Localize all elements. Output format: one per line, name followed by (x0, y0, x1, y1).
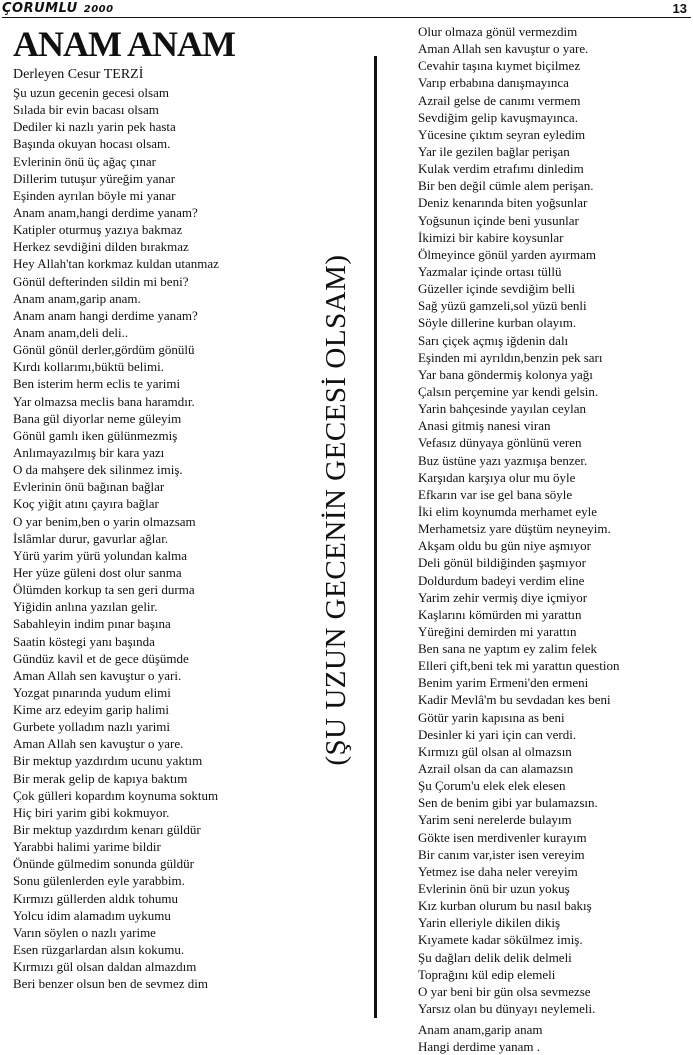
poem-line: Aman Allah sen kavuştur o yare. (13, 736, 184, 752)
poem-line: Varıp erbabına danışmayınca (418, 75, 569, 91)
poem-line: Varın söylen o nazlı yarime (13, 924, 156, 940)
poem-line: Yarim zehir vermiş diye içmiyor (418, 589, 588, 605)
poem-line: Gurbete yolladım nazlı yarimi (13, 719, 171, 735)
poem-line: Sarı çiçek açmış iğdenin dalı (418, 332, 569, 348)
poem-line: Yetmez ise daha neler vereyim (418, 863, 578, 879)
poem-line: Evlerinin önü bir uzun yokuş (418, 881, 570, 897)
poem-line: Ben isterim herm eclis te yarimi (13, 376, 181, 392)
poem-line: Benim yarim Ermeni'den ermeni (418, 675, 589, 691)
poem-line: Koç yiğit atını çayıra bağlar (13, 496, 159, 512)
poem-line: Yazmalar içinde ortası tüllü (418, 263, 562, 279)
poem-line: Sağ yüzü gamzeli,sol yüzü benli (418, 298, 587, 314)
page-number: 13 (672, 1, 687, 16)
poem-line: İki elim koynumda merhamet eyle (418, 503, 598, 519)
poem-line: Beri benzer olsun ben de sevmez dim (13, 976, 208, 992)
poem-line: Kıyamete kadar sökülmez imiş. (418, 932, 583, 948)
poem-right-column (418, 23, 619, 1055)
poem-line: Yozgat pınarında yudum elimi (13, 684, 171, 700)
poem-line: Sılada bir evin bacası olsam (13, 102, 159, 118)
poem-line: Vefasız dünyaya gönlünü veren (418, 435, 582, 451)
poem-line: Azrail olsan da can alamazsın (418, 761, 574, 777)
poem-line: Anam anam,hangi derdime yanam? (13, 204, 198, 220)
poem-line: Anlımayazılmış bir kara yazı (13, 444, 165, 460)
header-rule (2, 17, 691, 18)
poem-line: Merhametsiz yare düştüm neyneyim. (418, 521, 611, 537)
poem-line: Desinler ki yari için can verdi. (418, 726, 577, 742)
column-divider (374, 56, 377, 1018)
poem-line: Sevdiğim gelip kavuşmayınca. (418, 109, 578, 125)
poem-line: Yar ile gezilen bağlar perişan (418, 143, 570, 159)
poem-line: Şu uzun gecenin gecesi olsam (13, 85, 169, 100)
poem-line: Ölmeyince gönül yarden ayırmam (418, 246, 596, 262)
poem-line: Yolcu idim alamadım uykumu (13, 907, 171, 923)
poem-line: Yarsız olan bu dünyayı neylemeli. (418, 1001, 596, 1017)
poem-line: Evlerinin önü bağınan bağlar (13, 479, 165, 495)
poem-line: Kırdı kollarımı,büktü belimi. (13, 359, 164, 375)
poem-line: Bana gül diyorlar neme güleyim (13, 410, 182, 426)
poem-left-column (13, 84, 219, 992)
poem-line: Yar bana göndermiş kolonya yağı (418, 366, 593, 382)
poem-line: Yücesine çıktım seyran eyledim (418, 126, 586, 142)
poem-line: Önünde gülmedim sonunda güldür (13, 856, 194, 872)
poem-line: Kime arz edeyim garip halimi (13, 702, 169, 718)
poem-line: Söyle dillerine kurban olayım. (418, 315, 577, 331)
poem-line: Çalsın perçemine yar kendi gelsin. (418, 383, 599, 399)
publication-year: 2000 (83, 4, 114, 15)
poem-line: O da mahşere dek silinmez imiş. (13, 462, 183, 478)
poem-line: Kadir Mevlâ'm bu sevdadan kes beni (418, 692, 611, 708)
poem-line: Dillerim tutuşur yüreğim yanar (13, 170, 176, 186)
poem-line: Başında okuyan hocası olsam. (13, 136, 171, 152)
poem-line: Güzeller içinde sevdiğim belli (418, 281, 576, 297)
poem-line: İkimizi bir kabire koysunlar (418, 229, 564, 245)
poem-author: Derleyen Cesur TERZİ (13, 67, 144, 82)
poem-line: Buz üstüne yazı yazmışa benzer. (418, 452, 588, 468)
poem-line: Evlerinin önü üç ağaç çınar (13, 153, 156, 169)
poem-line: Deli gönül bildiğinden şaşmıyor (418, 555, 586, 571)
poem-line: Yürü yarim yürü yolundan kalma (13, 547, 188, 563)
poem-line: Anasi gitmiş nanesi viran (418, 418, 551, 434)
vertical-side-title: (ŞU UZUN GECENİN GECESİ OLSAM) (320, 254, 352, 766)
poem-line: Ölümden korkup ta sen geri durma (13, 582, 195, 598)
poem-line: Aman Allah sen kavuştur o yare. (418, 41, 589, 57)
poem-title: ANAM ANAM (13, 24, 235, 64)
poem-line: Kırmızı gül olsan al olmazsın (418, 743, 572, 759)
publication-logo (2, 1, 114, 16)
poem-line: Sonu gülenlerden eyle yarabbim. (13, 873, 185, 889)
poem-line: Anam anam,garip anam (418, 1022, 543, 1038)
poem-line: Götür yarin kapısına as beni (418, 709, 565, 725)
poem-line: Yarabbi halimi yarime bildir (13, 839, 161, 855)
poem-line: Bir mektup yazdırdım ucunu yaktım (13, 753, 203, 769)
poem-line: Elleri çift,beni tek mi yarattın question (418, 658, 620, 674)
poem-line: Şu dağları delik delik delmeli (418, 949, 572, 965)
poem-line: O yar beni bir gün olsa sevmezse (418, 983, 591, 999)
poem-line: Anam anam hangi derdime yanam? (13, 307, 198, 323)
poem-line: Cevahir taşına kıymet biçilmez (418, 58, 581, 74)
poem-line: Eşinden ayrılan böyle mi yanar (13, 187, 176, 203)
poem-line: Doldurdum badeyi verdim eline (418, 572, 585, 588)
poem-line: İslâmlar durur, gavurlar ağlar. (13, 530, 169, 546)
poem-line: Kaşlarını kömürden mi yarattın (418, 606, 582, 622)
poem-line: Katipler oturmuş yazıya bakmaz (13, 222, 183, 238)
poem-line: Şu Çorum'u elek elek elesen (418, 778, 566, 794)
poem-line: Anam anam,deli deli.. (13, 324, 129, 340)
poem-line: Esen rüzgarlardan alsın kokumu. (13, 942, 185, 958)
poem-line: Kırmızı güllerden aldık tohumu (13, 890, 178, 906)
poem-line: Bir ben değil cümle alem perişan. (418, 178, 594, 194)
publication-name: ÇORUMLU (2, 1, 78, 16)
poem-line: Hiç biri yarim gibi kokmuyor. (13, 804, 170, 820)
poem-line: Gündüz kavil et de gece düşümde (13, 650, 189, 666)
poem-line: Deniz kenarında biten yoğsunlar (418, 195, 588, 211)
poem-line: Dediler ki nazlı yarin pek hasta (13, 119, 176, 135)
poem-line: Anam anam,garip anam. (13, 290, 141, 306)
poem-line: Akşam oldu bu gün niye aşmıyor (418, 538, 591, 554)
poem-line: Azrail gelse de canımı vermem (418, 92, 581, 108)
poem-line: Bir merak gelip de kapıya baktım (13, 770, 188, 786)
poem-line: Ben sana ne yaptım ey zalim felek (418, 641, 598, 657)
poem-line: Hey Allah'tan korkmaz kuldan utanmaz (13, 256, 219, 272)
poem-line: Gönül gamlı iken gülünmezmiş (13, 427, 178, 443)
poem-line: Bir mektup yazdırdım kenarı güldür (13, 822, 201, 838)
poem-line: Saatin köstegi yanı başında (13, 633, 155, 649)
poem-line: Gönül gönül derler,gördüm gönülü (13, 342, 195, 358)
poem-line: Aman Allah sen kavuştur o yari. (13, 667, 182, 683)
poem-line: Yarin bahçesinde yayılan ceylan (418, 401, 586, 417)
poem-line: O yar benim,ben o yarin olmazsam (13, 513, 196, 529)
poem-line: Çok gülleri kopardım koynuma soktum (13, 787, 219, 803)
poem-line: Bir canım var,ister isen vereyim (418, 846, 585, 862)
poem-line: Gökte isen merdivenler kurayım (418, 829, 587, 845)
poem-line: Yar olmazsa meclis bana haramdır. (13, 393, 195, 409)
poem-line: Efkarın var ise gel bana söyle (418, 486, 573, 502)
poem-line: Eşinden mi ayrıldın,benzin pek sarı (418, 349, 603, 365)
poem-line: Herkez sevdiğini dilden bırakmaz (13, 239, 189, 255)
poem-line: Yarim seni nerelerde bulayım (418, 812, 572, 828)
poem-line: Karşıdan karşıya olur mu öyle (418, 469, 576, 485)
poem-line: Yarin elleriyle dikilen dikiş (418, 915, 561, 931)
poem-line: Yiğidin anlına yazılan gelir. (13, 599, 158, 615)
poem-line: Yüreğini demirden mi yarattın (418, 623, 577, 639)
poem-line: Olur olmaza gönül vermezdim (418, 24, 578, 39)
poem-line: Hangi derdime yanam . (418, 1039, 541, 1055)
poem-line: Toprağını kül edip elemeli (418, 966, 556, 982)
poem-line: Sabahleyin indim pınar başına (13, 616, 171, 632)
poem-line: Her yüze güleni dost olur sanma (13, 564, 182, 580)
poem-line: Kırmızı gül olsan daldan almazdım (13, 959, 197, 975)
poem-line: Yoğsunun içinde beni yusunlar (418, 212, 579, 228)
poem-line: Sen de benim gibi yar bulamazsın. (418, 795, 598, 811)
poem-line: Kız kurban olurum bu nasıl bakış (418, 898, 592, 914)
poem-line: Kulak verdim etrafımı dinledim (418, 161, 584, 177)
poem-line: Gönül defterinden sildin mi beni? (13, 273, 189, 289)
